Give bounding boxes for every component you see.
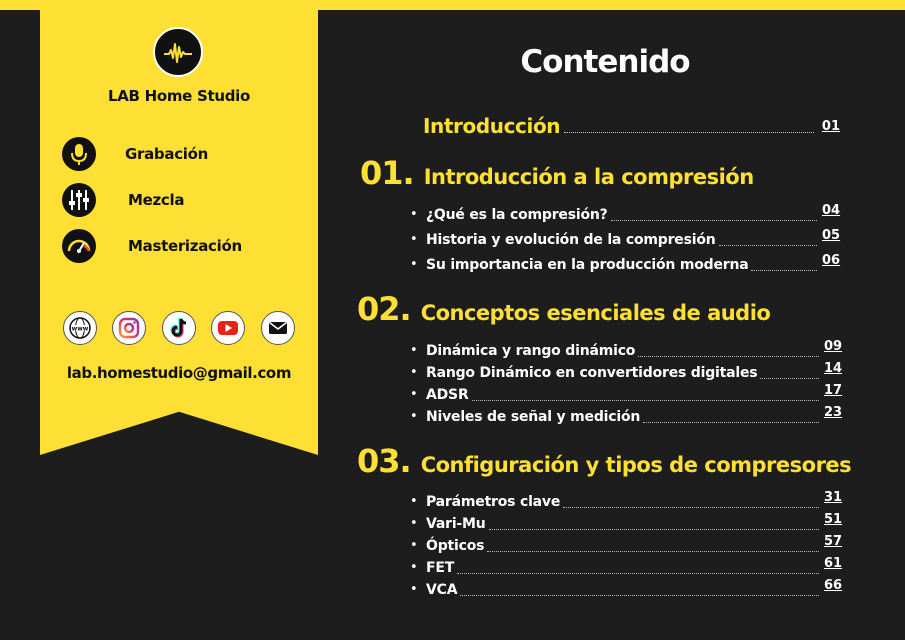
dot-leader	[751, 270, 817, 271]
toc-item[interactable]: • ADSR 17	[410, 383, 843, 403]
section-heading-01	[360, 154, 754, 192]
toc-item[interactable]: • ¿Qué es la compresión? 04	[410, 203, 841, 223]
service-mastering: Masterización	[128, 237, 242, 255]
toc-item[interactable]: • Dinámica y rango dinámico 09	[410, 339, 843, 359]
dot-leader	[760, 378, 819, 379]
toc-item-label: Historia y evolución de la compresión	[426, 232, 716, 248]
dot-leader	[487, 551, 819, 552]
toc-item-page: 05	[822, 228, 841, 243]
contact-email[interactable]: lab.homestudio@gmail.com	[66, 364, 292, 382]
toc-item[interactable]: • Niveles de señal y medición 23	[410, 405, 843, 425]
section-heading-02	[357, 290, 770, 328]
dot-leader	[643, 422, 819, 423]
toc-item[interactable]: • Su importancia en la producción moderna 06	[410, 253, 841, 273]
page-title: Contenido	[520, 44, 690, 80]
toc-item[interactable]: • Historia y evolución de la compresión 05	[410, 228, 841, 248]
toc-item-label: FET	[426, 560, 455, 576]
youtube-icon[interactable]	[211, 311, 245, 345]
service-recording: Grabación	[125, 145, 209, 163]
toc-item-label: Su importancia en la producción moderna	[426, 257, 749, 273]
dot-leader	[472, 400, 819, 401]
toc-item[interactable]: • VCA 66	[410, 578, 843, 598]
microphone-icon	[62, 137, 96, 171]
toc-intro[interactable]	[423, 113, 840, 137]
dot-leader	[611, 220, 817, 221]
toc-item-page: 51	[824, 512, 843, 527]
toc-item-page: 09	[824, 339, 843, 354]
toc-item[interactable]: • Rango Dinámico en convertidores digitales 14	[410, 361, 843, 381]
tiktok-icon[interactable]	[162, 311, 196, 345]
dot-leader	[457, 573, 819, 574]
toc-item[interactable]: • Vari-Mu 51	[410, 512, 843, 532]
toc-item-label: Dinámica y rango dinámico	[426, 343, 636, 359]
toc-item-page: 31	[824, 490, 843, 505]
dot-leader	[719, 245, 818, 246]
dot-leader	[564, 132, 814, 133]
toc-item-label: Vari-Mu	[426, 516, 486, 532]
section-title: Introducción a la compresión	[423, 165, 754, 189]
toc-item[interactable]: • FET 61	[410, 556, 843, 576]
toc-item-page: 04	[822, 203, 841, 218]
section-number: 02.	[357, 290, 411, 328]
website-label: www	[71, 325, 89, 333]
section-title: Configuración y tipos de compresores	[420, 453, 852, 477]
service-mixing: Mezcla	[128, 191, 185, 209]
toc-item[interactable]: • Parámetros clave 31	[410, 490, 843, 510]
toc-item-page: 23	[824, 405, 843, 420]
dot-leader	[489, 529, 819, 530]
toc-item-page: 57	[824, 534, 843, 549]
globe-www-icon[interactable]	[63, 311, 97, 345]
toc-item-page: 61	[824, 556, 843, 571]
dot-leader	[563, 507, 819, 508]
instagram-icon[interactable]	[112, 311, 146, 345]
toc-item-label: Ópticos	[426, 538, 485, 554]
faders-icon	[62, 183, 96, 217]
toc-item[interactable]: • Ópticos 57	[410, 534, 843, 554]
dot-leader	[638, 356, 819, 357]
studio-name: LAB Home Studio	[107, 87, 251, 105]
section-number: 01.	[360, 154, 414, 192]
toc-item-label: ADSR	[426, 387, 469, 403]
toc-item-page: 06	[822, 253, 841, 268]
toc-item-label: Parámetros clave	[426, 494, 561, 510]
section-heading-03	[357, 442, 851, 480]
toc-item-page: 14	[824, 361, 843, 376]
toc-item-label: ¿Qué es la compresión?	[426, 207, 608, 223]
dot-leader	[460, 595, 819, 596]
intro-page: 01	[821, 119, 840, 134]
intro-label: Introducción	[423, 114, 561, 138]
toc-item-page: 17	[824, 383, 843, 398]
mail-icon[interactable]	[261, 311, 295, 345]
meter-gauge-icon	[62, 229, 96, 263]
toc-item-label: VCA	[426, 582, 458, 598]
toc-item-page: 66	[824, 578, 843, 593]
section-title: Conceptos esenciales de audio	[420, 301, 771, 325]
toc-item-label: Niveles de señal y medición	[426, 409, 641, 425]
section-number: 03.	[357, 442, 411, 480]
toc-item-label: Rango Dinámico en convertidores digitales	[426, 365, 758, 381]
soundwave-logo-icon	[153, 27, 203, 77]
